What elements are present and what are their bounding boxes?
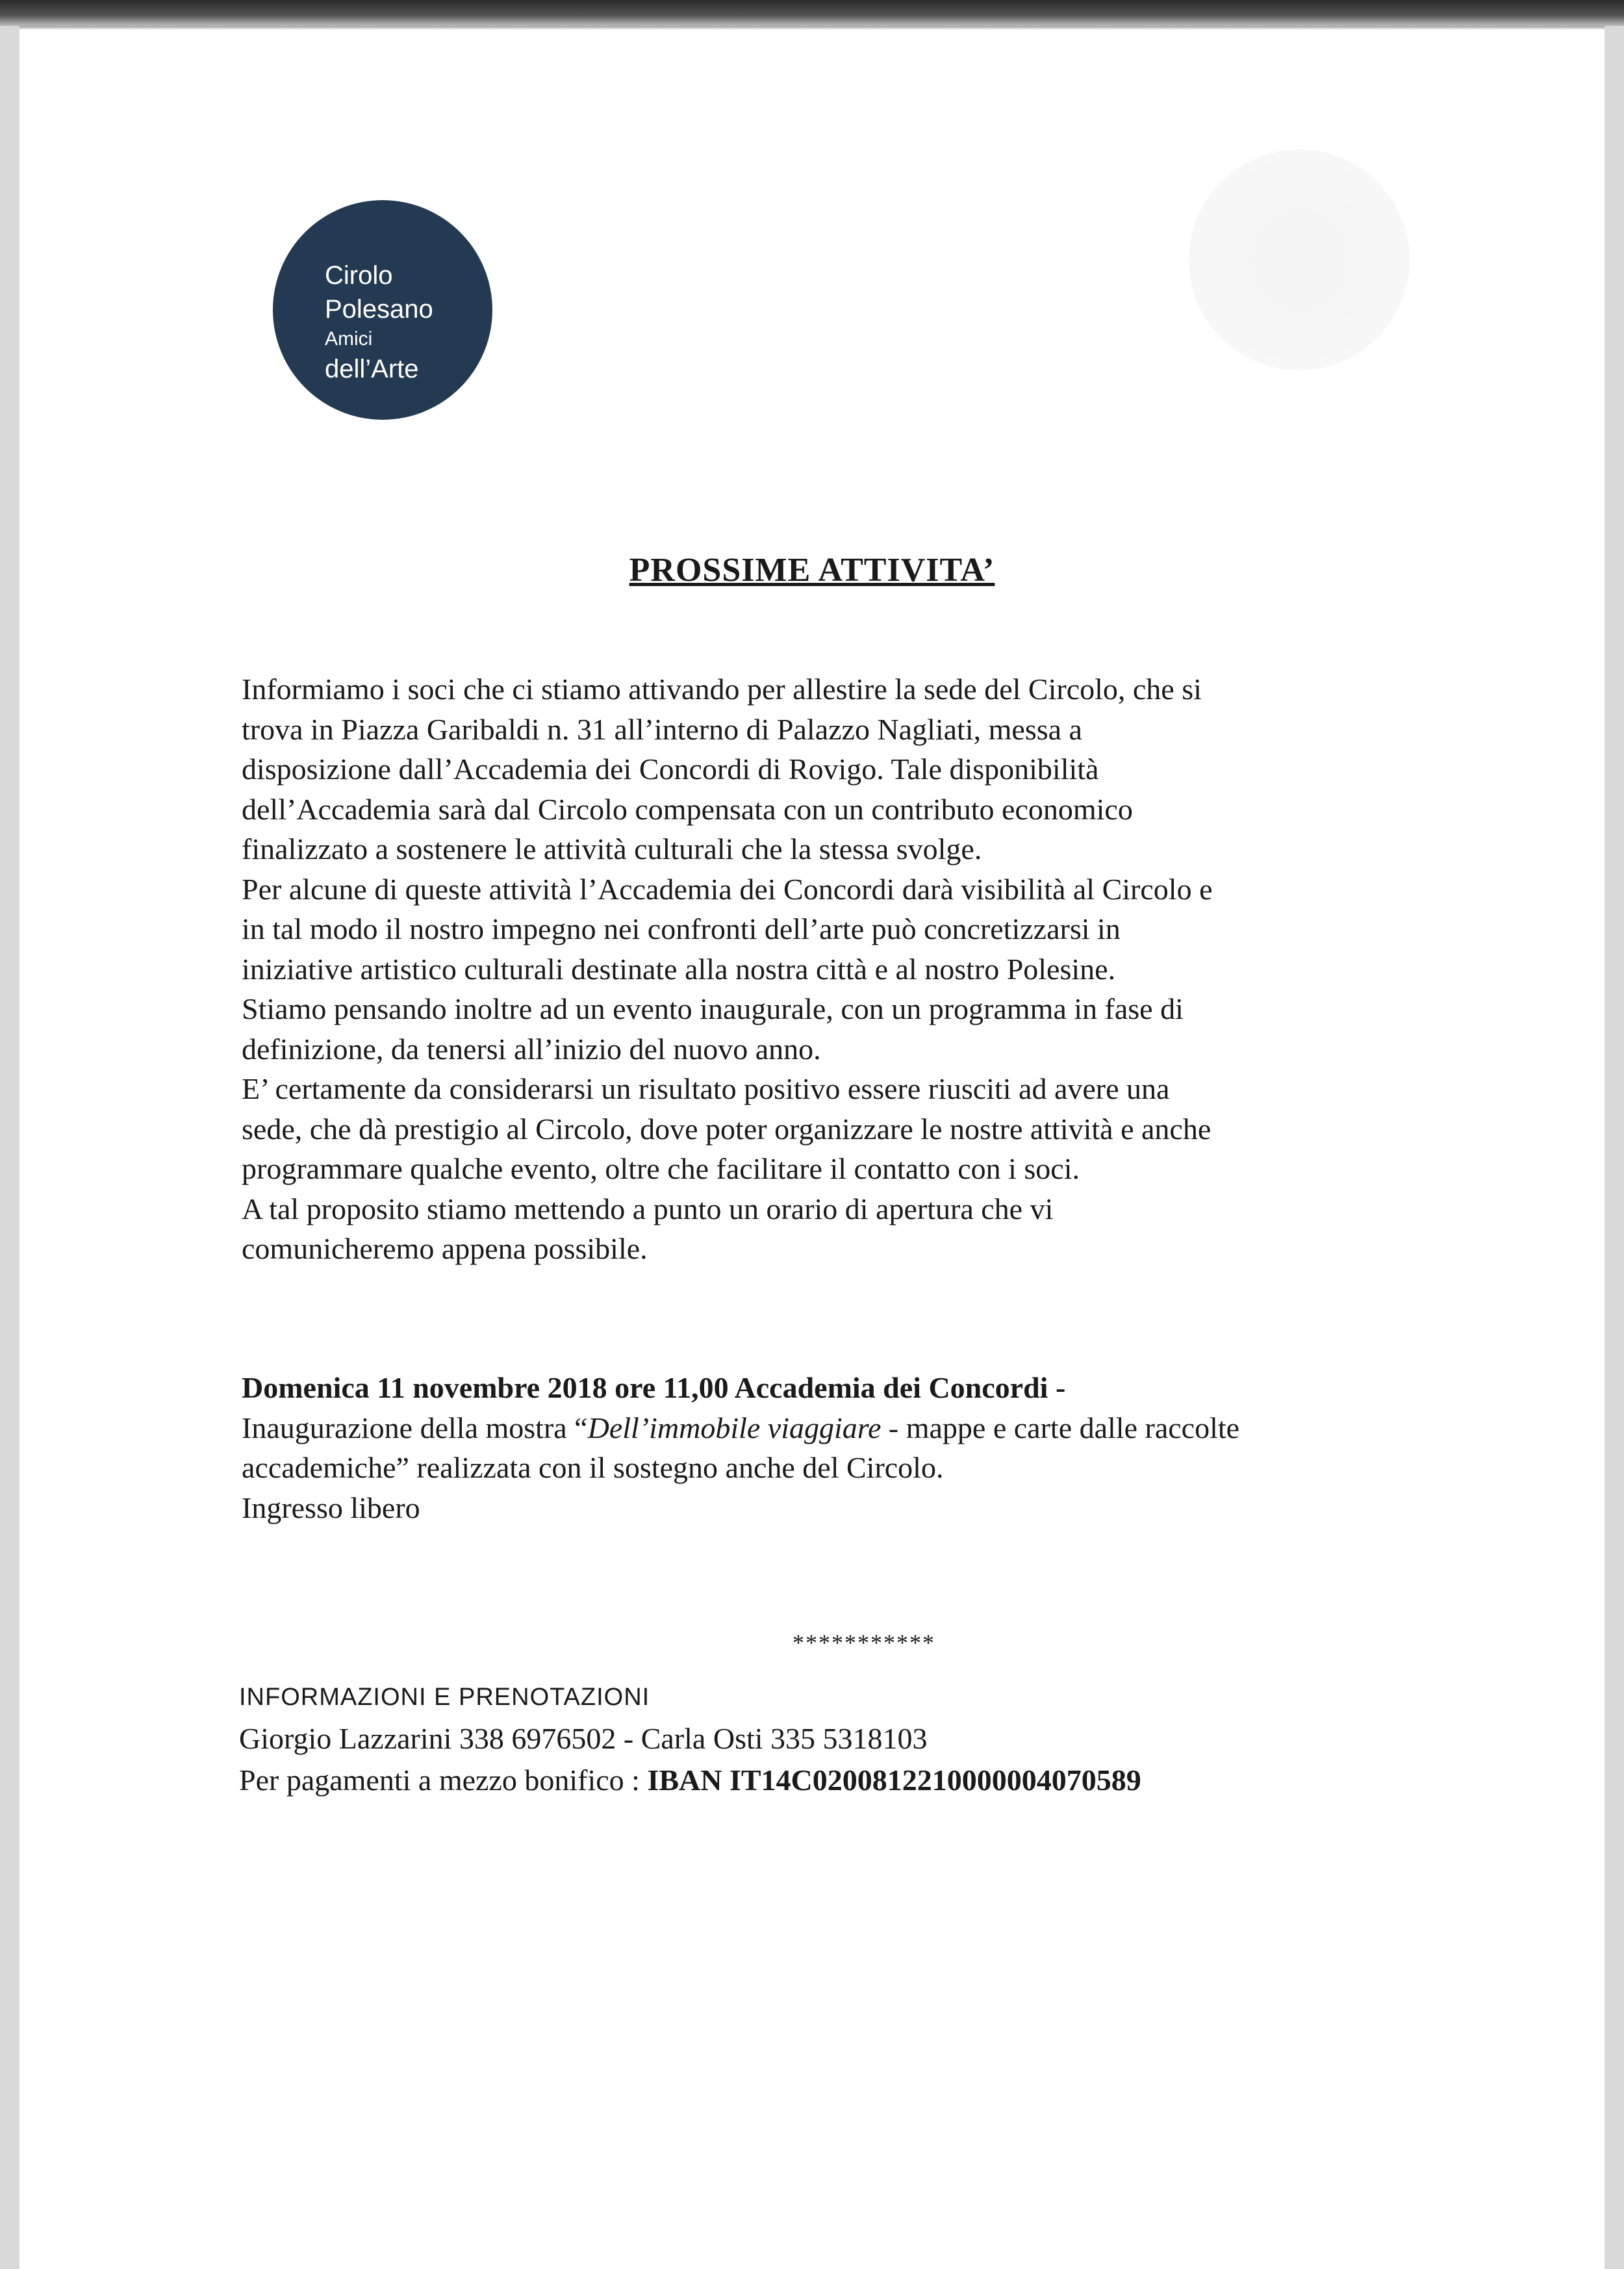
body-line: comunicheremo appena possibile. [242, 1232, 648, 1265]
body-line: programmare qualche evento, oltre che facilitare il contatto con i soci. [242, 1152, 1080, 1185]
body-line: Stiamo pensando inoltre ad un evento inaugurale, con un programma in fase di [242, 992, 1184, 1025]
logo-line-4: dell’Arte [325, 355, 419, 383]
exhibition-title: Dell’immobile viaggiare [587, 1411, 882, 1444]
body-line: definizione, da tenersi all’inizio del nuovo anno. [242, 1032, 821, 1066]
body-line: finalizzato a sostenere le attività culturali che la stessa svolge. [242, 832, 982, 865]
event-heading: Domenica 11 novembre 2018 ore 11,00 Accademia dei Concordi - [242, 1371, 1066, 1404]
body-line: dell’Accademia sarà dal Circolo compensata con un contributo economico [242, 792, 1133, 826]
iban-code: IBAN IT14C0200812210000004070589 [647, 1763, 1141, 1797]
body-line: iniziative artistico culturali destinate alla nostra città e al nostro Polesine. [242, 952, 1116, 986]
document-page [19, 26, 1605, 2269]
logo-line-3: Amici [325, 328, 373, 350]
page-top-edge [19, 26, 1605, 30]
bleed-through-seal [1189, 149, 1410, 370]
event-description-line-1 [242, 1408, 1476, 1448]
body-line: sede, che dà prestigio al Circolo, dove poter organizzare le nostre attività e anche [242, 1112, 1212, 1146]
body-line: trova in Piazza Garibaldi n. 31 all’interno di Palazzo Nagliati, messa a [242, 712, 1082, 746]
logo-line-1: Cirolo [325, 261, 393, 290]
body-line: Per alcune di queste attività l’Accademia dei Concordi darà visibilità al Circolo e [242, 872, 1213, 906]
event-description-line-2: accademiche” realizzata con il sostegno anche del Circolo. [242, 1451, 944, 1484]
body-line: Informiamo i soci che ci stiamo attivando per allestire la sede del Circolo, che si [242, 673, 1202, 706]
separator-stars: *********** [793, 1630, 935, 1656]
body-line: disposizione dall’Accademia dei Concordi di Rovigo. Tale disponibilità [242, 752, 1099, 786]
contact-line: Giorgio Lazzarini 338 6976502 - Carla Osti 335 5318103 [239, 1722, 928, 1755]
info-heading: INFORMAZIONI E PRENOTAZIONI [239, 1684, 650, 1711]
document-title: PROSSIME ATTIVITA’ [629, 552, 995, 589]
body-line: A tal proposito stiamo mettendo a punto un orario di apertura che vi [242, 1192, 1054, 1225]
scanner-edge [0, 0, 1624, 26]
body-paragraph [242, 669, 1476, 1269]
body-line: E’ certamente da considerarsi un risultato positivo essere riusciti ad avere una [242, 1072, 1170, 1105]
event-line-suffix: - mappe e carte dalle raccolte [881, 1411, 1240, 1444]
logo-line-2: Polesano [325, 295, 433, 324]
event-line-prefix: Inaugurazione della mostra “ [242, 1411, 588, 1444]
circolo-logo [273, 200, 492, 420]
event-admission: Ingresso libero [242, 1491, 420, 1524]
payment-label: Per pagamenti a mezzo bonifico : [239, 1763, 648, 1797]
info-section [239, 1676, 1506, 1801]
body-line: in tal modo il nostro impegno nei confronti dell’arte può concretizzarsi in [242, 912, 1121, 945]
event-section [242, 1368, 1476, 1528]
payment-line [239, 1760, 1506, 1801]
